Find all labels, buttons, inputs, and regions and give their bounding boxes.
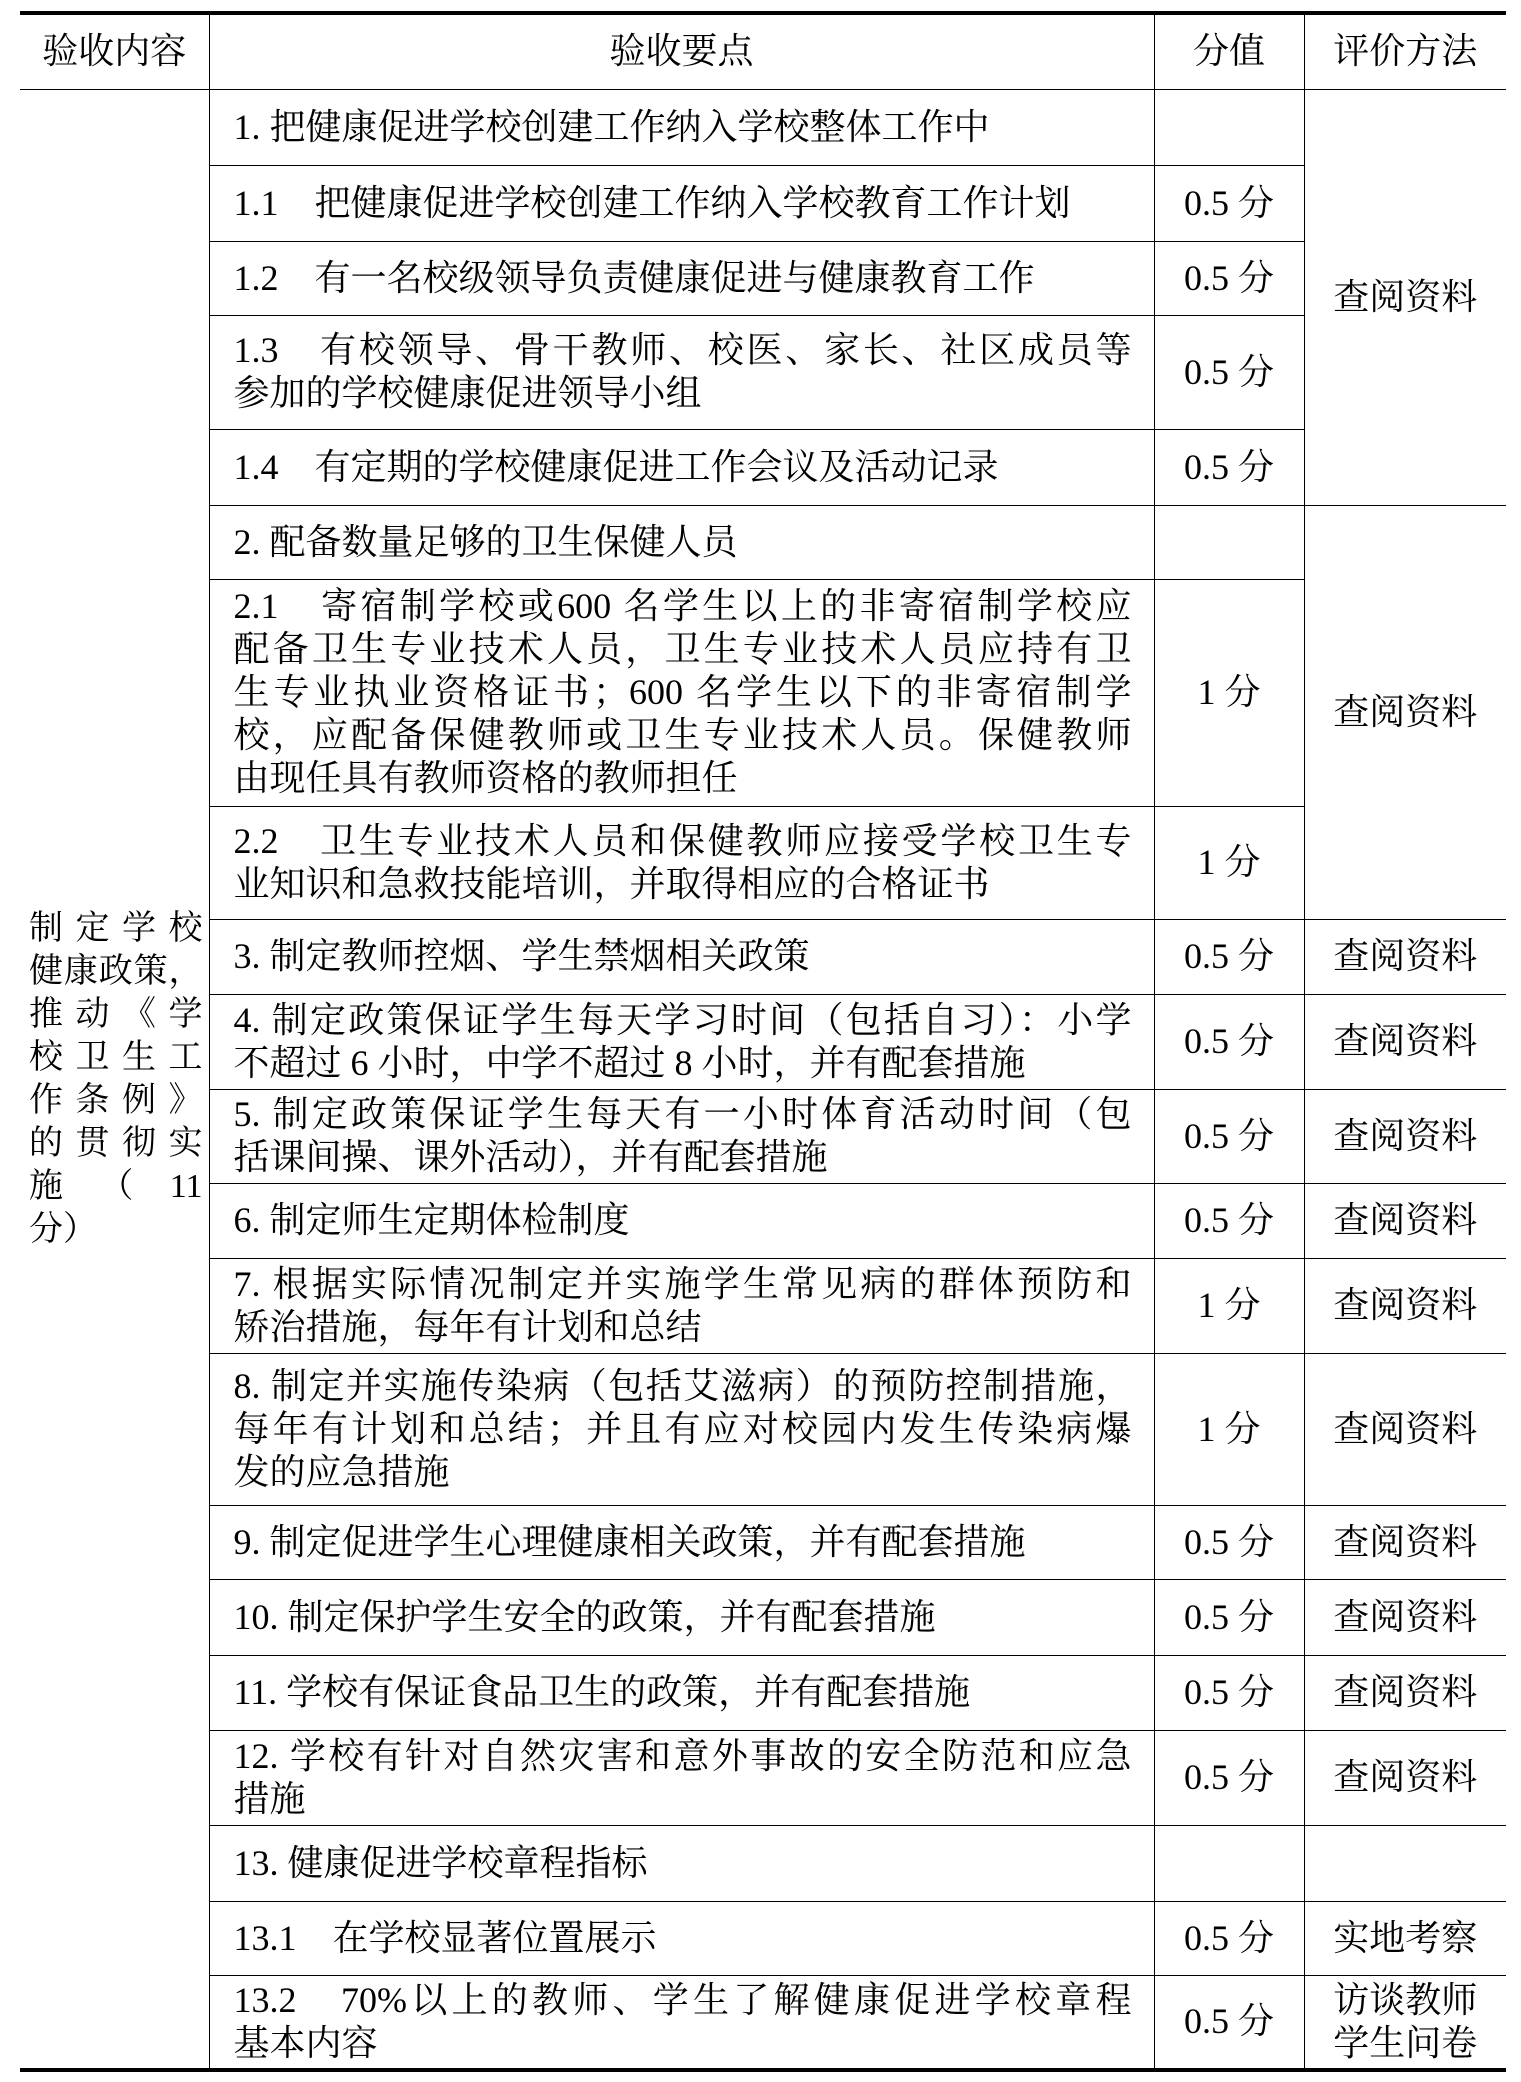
method-cell: [1304, 1579, 1506, 1655]
item-line: 发的应急措施: [233, 1451, 450, 1492]
method-cell: [1304, 1825, 1506, 1901]
method-cell: [1304, 919, 1506, 994]
table-row: [20, 1655, 1506, 1730]
method-cell: [1304, 1258, 1506, 1353]
table-row: [20, 315, 1506, 429]
score-cell: 0.5 分: [1154, 1901, 1304, 1975]
category-line: 分）: [29, 1210, 97, 1248]
score-cell: 1 分: [1154, 1258, 1304, 1353]
item-line: 12. 学校有针对自然灾害和意外事故的安全防范和应急: [233, 1735, 1132, 1776]
item-line: 基本内容: [233, 2022, 378, 2063]
method-line: 查阅资料: [1333, 1521, 1478, 1562]
table-row: [20, 919, 1506, 994]
item-cell: [209, 1353, 1154, 1505]
score-cell: 0.5 分: [1154, 429, 1304, 505]
method-line: 查阅资料: [1333, 1596, 1478, 1637]
item-line: 2. 配备数量足够的卫生保健人员: [233, 521, 738, 562]
method-line: 查阅资料: [1333, 1021, 1478, 1061]
item-line: 9. 制定促进学生心理健康相关政策，并有配套措施: [233, 1521, 1026, 1562]
score-cell: 1 分: [1154, 1353, 1304, 1505]
header-row: [20, 13, 1506, 89]
item-line: 措施: [233, 1778, 306, 1819]
item-line: 1.4 有定期的学校健康促进工作会议及活动记录: [233, 446, 999, 487]
score-cell: 0.5 分: [1154, 919, 1304, 994]
item-cell: [209, 165, 1154, 241]
item-cell: [209, 315, 1154, 429]
category-line: 作条例》: [29, 1081, 203, 1119]
method-cell: [1304, 1975, 1506, 2070]
item-cell: [209, 994, 1154, 1089]
table-row: [20, 1353, 1506, 1505]
category-cell: [20, 89, 209, 2070]
method-line: 查阅资料: [1333, 1757, 1478, 1797]
item-line: 13.1 在学校显著位置展示: [233, 1917, 657, 1958]
table-row: [20, 1825, 1506, 1901]
item-line: 括课间操、课外活动），并有配套措施: [233, 1137, 828, 1177]
method-line: 实地考察: [1333, 1917, 1478, 1958]
item-cell: [209, 429, 1154, 505]
score-cell: 0.5 分: [1154, 241, 1304, 315]
method-line: 查阅资料: [1333, 936, 1478, 976]
category-text: [20, 907, 209, 1251]
item-line: 8. 制定并实施传染病（包括艾滋病）的预防控制措施，: [233, 1365, 1132, 1406]
table-row: [20, 1975, 1506, 2070]
score-cell: 0.5 分: [1154, 994, 1304, 1089]
score-cell: [1154, 1825, 1304, 1901]
header-content: 验收内容: [20, 13, 209, 89]
item-cell: [209, 806, 1154, 919]
category-line: 施（11: [29, 1167, 203, 1205]
category-line: 的贯彻实: [29, 1124, 203, 1162]
item-line: 1.3 有校领导、骨干教师、校医、家长、社区成员等: [233, 330, 1132, 370]
item-line: 13. 健康促进学校章程指标: [233, 1842, 648, 1883]
item-line: 4. 制定政策保证学生每天学习时间（包括自习）：小学: [233, 999, 1132, 1040]
method-cell: [1304, 505, 1506, 919]
table-row: [20, 1730, 1506, 1825]
method-cell: [1304, 1089, 1506, 1183]
method-line: 查阅资料: [1333, 1408, 1478, 1449]
method-cell: [1304, 1730, 1506, 1825]
item-line: 11. 学校有保证食品卫生的政策，并有配套措施: [233, 1672, 971, 1712]
score-cell: 0.5 分: [1154, 1505, 1304, 1579]
item-line: 矫治措施，每年有计划和总结: [233, 1306, 702, 1347]
score-cell: 0.5 分: [1154, 1579, 1304, 1655]
item-line: 5. 制定政策保证学生每天有一小时体育活动时间（包: [233, 1094, 1132, 1134]
item-line: 2.2 卫生专业技术人员和保健教师应接受学校卫生专: [233, 820, 1132, 861]
method-cell: [1304, 1505, 1506, 1579]
item-cell: [209, 1183, 1154, 1258]
item-cell: [209, 241, 1154, 315]
table-row: [20, 1579, 1506, 1655]
item-line: 3. 制定教师控烟、学生禁烟相关政策: [233, 936, 810, 976]
item-cell: [209, 1730, 1154, 1825]
score-cell: 0.5 分: [1154, 1655, 1304, 1730]
item-cell: [209, 1901, 1154, 1975]
item-cell: [209, 1505, 1154, 1579]
score-cell: 0.5 分: [1154, 1183, 1304, 1258]
method-line: 查阅资料: [1333, 691, 1478, 732]
item-line: 10. 制定保护学生安全的政策，并有配套措施: [233, 1596, 936, 1637]
item-line: 校，应配备保健教师或卫生专业技术人员。保健教师: [233, 715, 1132, 755]
score-cell: 0.5 分: [1154, 165, 1304, 241]
item-line: 不超过 6 小时，中学不超过 8 小时，并有配套措施: [233, 1042, 1026, 1083]
item-line: 业知识和急救技能培训，并取得相应的合格证书: [233, 863, 990, 904]
table-row: [20, 1089, 1506, 1183]
score-cell: 1 分: [1154, 806, 1304, 919]
item-line: 生专业执业资格证书；600 名学生以下的非寄宿制学: [233, 672, 1132, 712]
item-line: 由现任具有教师资格的教师担任: [233, 758, 738, 798]
table-row: [20, 579, 1506, 806]
category-line: 校卫生工: [29, 1038, 203, 1076]
table-row: [20, 1258, 1506, 1353]
item-line: 7. 根据实际情况制定并实施学生常见病的群体预防和: [233, 1263, 1132, 1304]
table-row: [20, 1901, 1506, 1975]
item-cell: [209, 919, 1154, 994]
method-cell: [1304, 89, 1506, 505]
table-row: [20, 429, 1506, 505]
table-row: [20, 505, 1506, 579]
item-line: 1.1 把健康促进学校创建工作纳入学校教育工作计划: [233, 182, 1071, 223]
header-points: 验收要点: [209, 13, 1154, 89]
method-line: 访谈教师: [1333, 1979, 1478, 2020]
method-line: 学生问卷: [1333, 2022, 1478, 2063]
method-line: 查阅资料: [1333, 1672, 1478, 1712]
item-line: 参加的学校健康促进领导小组: [233, 373, 702, 413]
method-line: 查阅资料: [1333, 1115, 1478, 1156]
table-row: [20, 165, 1506, 241]
item-line: 1.2 有一名校级领导负责健康促进与健康教育工作: [233, 257, 1035, 298]
score-cell: 0.5 分: [1154, 1975, 1304, 2070]
method-cell: [1304, 1655, 1506, 1730]
score-cell: 0.5 分: [1154, 1730, 1304, 1825]
item-cell: [209, 505, 1154, 579]
table-row: [20, 806, 1506, 919]
item-cell: [209, 1089, 1154, 1183]
score-cell: 1 分: [1154, 579, 1304, 806]
table-row: [20, 241, 1506, 315]
header-score: 分值: [1154, 13, 1304, 89]
acceptance-table: [20, 11, 1506, 2072]
category-line: 推动《学: [29, 995, 203, 1033]
item-line: 每年有计划和总结；并且有应对校园内发生传染病爆: [233, 1408, 1132, 1449]
table-row: [20, 994, 1506, 1089]
item-cell: [209, 579, 1154, 806]
item-line: 13.2 70%以上的教师、学生了解健康促进学校章程: [233, 1979, 1132, 2020]
method-cell: [1304, 1183, 1506, 1258]
header-method: 评价方法: [1304, 13, 1506, 89]
method-line: 查阅资料: [1333, 1200, 1478, 1240]
item-line: 6. 制定师生定期体检制度: [233, 1200, 630, 1240]
item-cell: [209, 89, 1154, 165]
item-line: 2.1 寄宿制学校或600 名学生以上的非寄宿制学校应: [233, 586, 1132, 626]
item-cell: [209, 1975, 1154, 2070]
method-cell: [1304, 1901, 1506, 1975]
table-row: [20, 89, 1506, 165]
score-cell: 0.5 分: [1154, 1089, 1304, 1183]
method-cell: [1304, 1353, 1506, 1505]
category-line: 制定学校: [29, 909, 203, 947]
item-line: 配备卫生专业技术人员，卫生专业技术人员应持有卫: [233, 629, 1132, 669]
table-row: [20, 1505, 1506, 1579]
item-cell: [209, 1258, 1154, 1353]
method-line: 查阅资料: [1333, 1285, 1478, 1325]
score-cell: [1154, 505, 1304, 579]
item-cell: [209, 1579, 1154, 1655]
item-cell: [209, 1825, 1154, 1901]
item-line: 1. 把健康促进学校创建工作纳入学校整体工作中: [233, 106, 990, 147]
method-line: 查阅资料: [1333, 276, 1478, 317]
score-cell: [1154, 89, 1304, 165]
method-cell: [1304, 994, 1506, 1089]
category-line: 健康政策，: [29, 952, 203, 990]
score-cell: 0.5 分: [1154, 315, 1304, 429]
item-cell: [209, 1655, 1154, 1730]
table-row: [20, 1183, 1506, 1258]
